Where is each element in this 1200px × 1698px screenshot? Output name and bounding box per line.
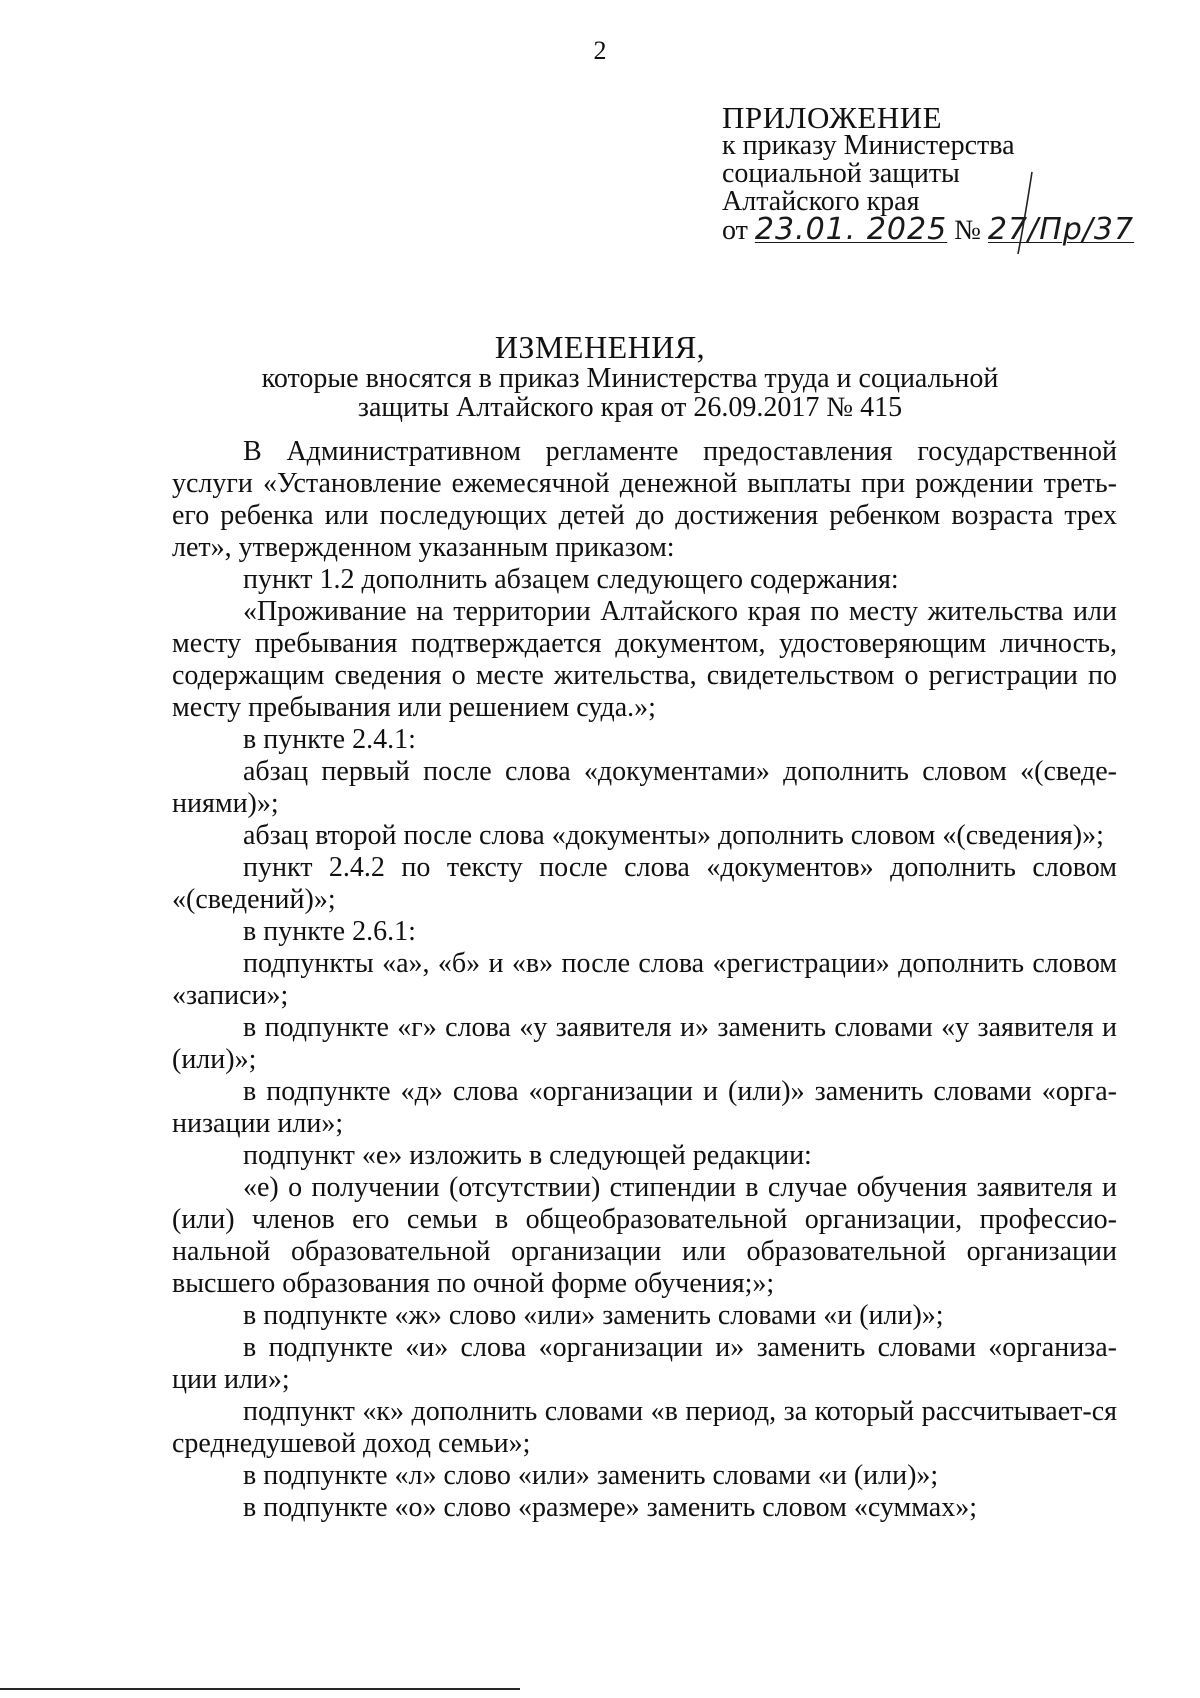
body-paragraph: пункт 2.4.2 по тексту после слова «документов» дополнить словом «(сведений)»; [172,852,1117,915]
body-paragraph: в подпункте «о» слово «размере» заменить словом «суммах»; [243,1492,977,1523]
document-subtitle-line-2: защиты Алтайского края от 26.09.2017 № 415 [357,392,903,423]
handwritten-order-number: 27/Пр/37 [987,212,1135,247]
number-sign: № [954,215,981,246]
body-paragraph: «Проживание на территории Алтайского края по месту жительства или месту пребывания подтверждается документом, удостоверяющим личность, содержащим сведения о месте жительства, свидетельством о регистрации по месту пребывания или решением суда.»; [172,596,1117,723]
body-paragraph: абзац первый после слова «документами» дополнить словом «(сведе-ниями)»; [172,756,1117,819]
order-date-line [722,212,1135,247]
body-paragraph: подпункт «е» изложить в следующей редакции: [243,1140,812,1171]
body-paragraph: в подпункте «ж» слово «или» заменить словами «и (или)»; [243,1300,944,1331]
handwritten-date: 23.01. 2025 [754,212,948,247]
body-paragraph: пункт 1.2 дополнить абзацем следующего содержания: [243,564,899,595]
page-number: 2 [593,36,607,65]
body-paragraph: в подпункте «д» слова «организации и (или)» заменить словами «орга-низации или»; [172,1076,1117,1139]
body-paragraph: в подпункте «и» слова «организации и» заменить словами «организа-ции или»; [172,1332,1117,1395]
body-paragraph: В Административном регламенте предоставления государственной услуги «Установление ежемесячной денежной выплаты при рождении треть-его ребенка или последующих детей до достижения ребенком возраста трех лет», утвержденном указанным приказом: [172,436,1117,563]
document-title-block [0,330,1200,422]
signature-stroke [1010,168,1040,258]
appendix-line-1: к приказу Министерства [722,130,1015,161]
body-paragraph: в пункте 2.4.1: [243,724,416,755]
appendix-block [722,100,1135,247]
body-paragraph: абзац второй после слова «документы» дополнить словом «(сведения)»; [243,820,1104,851]
body-paragraph: в пункте 2.6.1: [243,916,416,947]
date-prefix: от [722,215,748,246]
document-body [172,436,1117,1524]
body-paragraph: в подпункте «л» слово «или» заменить словами «и (или)»; [243,1460,939,1491]
appendix-line-3: Алтайского края [722,186,920,217]
document-title: ИЗМЕНЕНИЯ, [494,329,706,365]
body-paragraph: в подпункте «г» слова «у заявителя и» заменить словами «у заявителя и (или)»; [172,1012,1117,1075]
body-paragraph: «е) о получении (отсутствии) стипендии в случае обучения заявителя и (или) членов его семьи в общеобразовательной организации, профессио-нальной образовательной организации или образовательной организации высшего образования по очной форме обучения;»; [172,1172,1117,1299]
document-subtitle-line-1: которые вносятся в приказ Министерства труда и социальной [261,363,999,394]
appendix-heading: ПРИЛОЖЕНИЕ [722,100,943,135]
appendix-line-2: социальной защиты [722,158,960,189]
bottom-scan-rule [0,1688,520,1690]
body-paragraph: подпункт «к» дополнить словами «в период, за который рассчитывает-ся среднедушевой доход семьи»; [172,1396,1117,1459]
body-paragraph: подпункты «а», «б» и «в» после слова «регистрации» дополнить словом «записи»; [172,948,1117,1011]
